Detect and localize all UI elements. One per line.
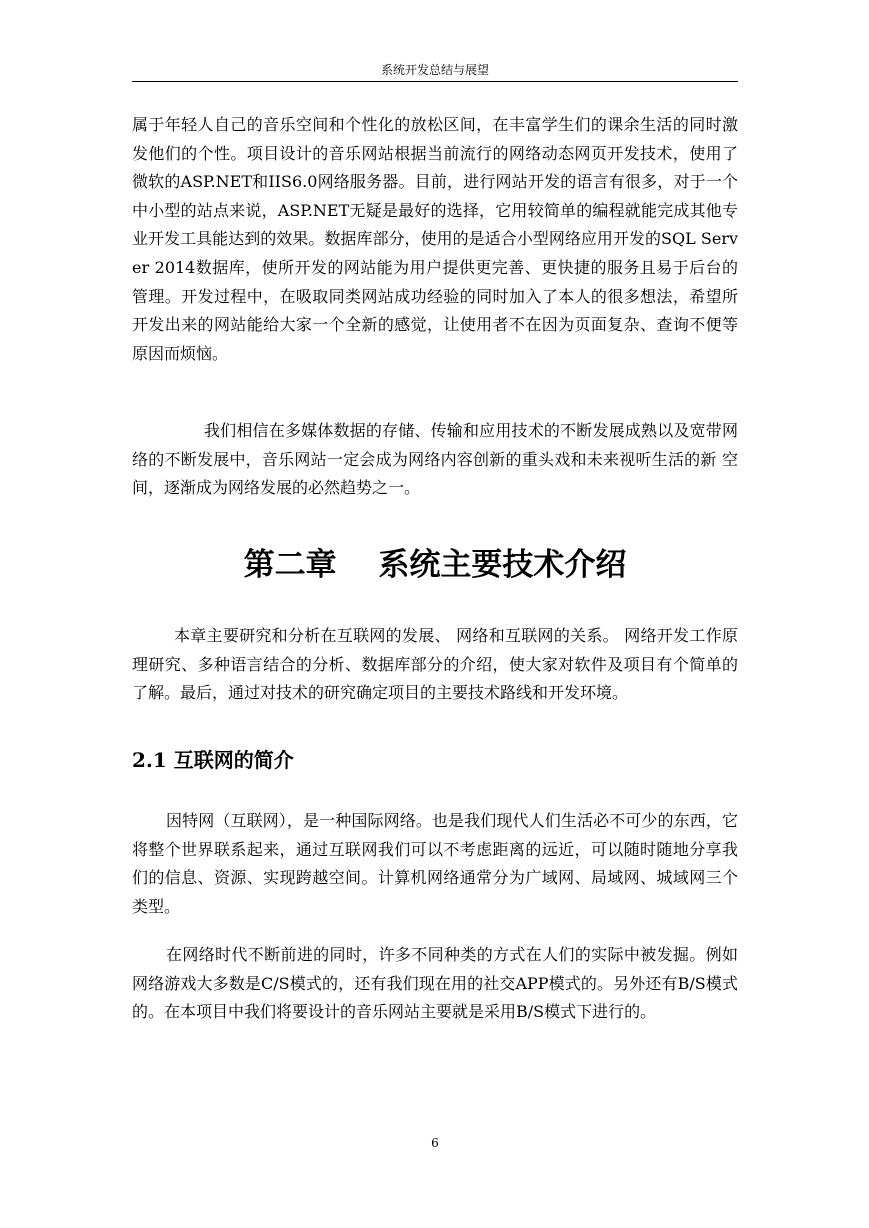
header-divider [132,81,738,82]
chapter-intro-paragraph: 本章主要研究和分析在互联网的发展、 网络和互联网的关系。 网络开发工作原理研究、多种语言结合的分析、数据库部分的介绍，使大家对软件及项目有个简单的了解。最后，通过对技术的研究确定项目的主要技术路线和开发环境。 [132,626,738,703]
section-paragraph-2: 在网络时代不断前进的同时，许多不同种类的方式在人们的实际中被发掘。例如网络游戏大多数是C/S模式的，还有我们现在用的社交APP模式的。另外还有B/S模式的。在本项目中我们将要设计的音乐网站主要就是采用B/S模式下进行的。 [132,945,738,1022]
page-number: 6 [431,1136,439,1150]
running-header: 系统开发总结与展望 [380,63,489,77]
body-paragraph-1: 属于年轻人自己的音乐空间和个性化的放松区间，在丰富学生们的课余生活的同时激发他们的个性。项目设计的音乐网站根据当前流行的网络动态网页开发技术，使用了微软的ASP.NET和IIS6.0网络服务器。目前，进行网站开发的语言有很多，对于一个中小型的站点来说，ASP.NET无疑是最好的选择，它用较简单的编程就能完成其他专业开发工具能达到的效果。数据库部分，使用的是适合小型网络应用开发的SQL Server 2014数据库，使所开发的网站能为用户提供更完善、更快捷的服务且易于后台的管理。开发过程中，在吸取同类网站成功经验的同时加入了本人的很多想法，希望所开发出来的网站能给大家一个全新的感觉，让使用者不在因为页面复杂、查询不便等原因而烦恼。 [132,115,738,363]
section-title: 2.1 互联网的简介 [132,748,294,772]
chapter-title: 第二章 系统主要技术介绍 [243,547,627,583]
body-paragraph-2: 我们相信在多媒体数据的存储、传输和应用技术的不断发展成熟以及宽带网络的不断发展中，音乐网站一定会成为网络内容创新的重头戏和未来视听生活的新 空间，逐渐成为网络发展的必然趋势之一。 [132,421,738,498]
section-paragraph-1: 因特网（互联网），是一种国际网络。也是我们现代人们生活必不可少的东西，它将整个世界联系起来，通过互联网我们可以不考虑距离的远近，可以随时随地分享我们的信息、资源、实现跨越空间。计算机网络通常分为广域网、局域网、城域网三个类型。 [132,811,738,916]
